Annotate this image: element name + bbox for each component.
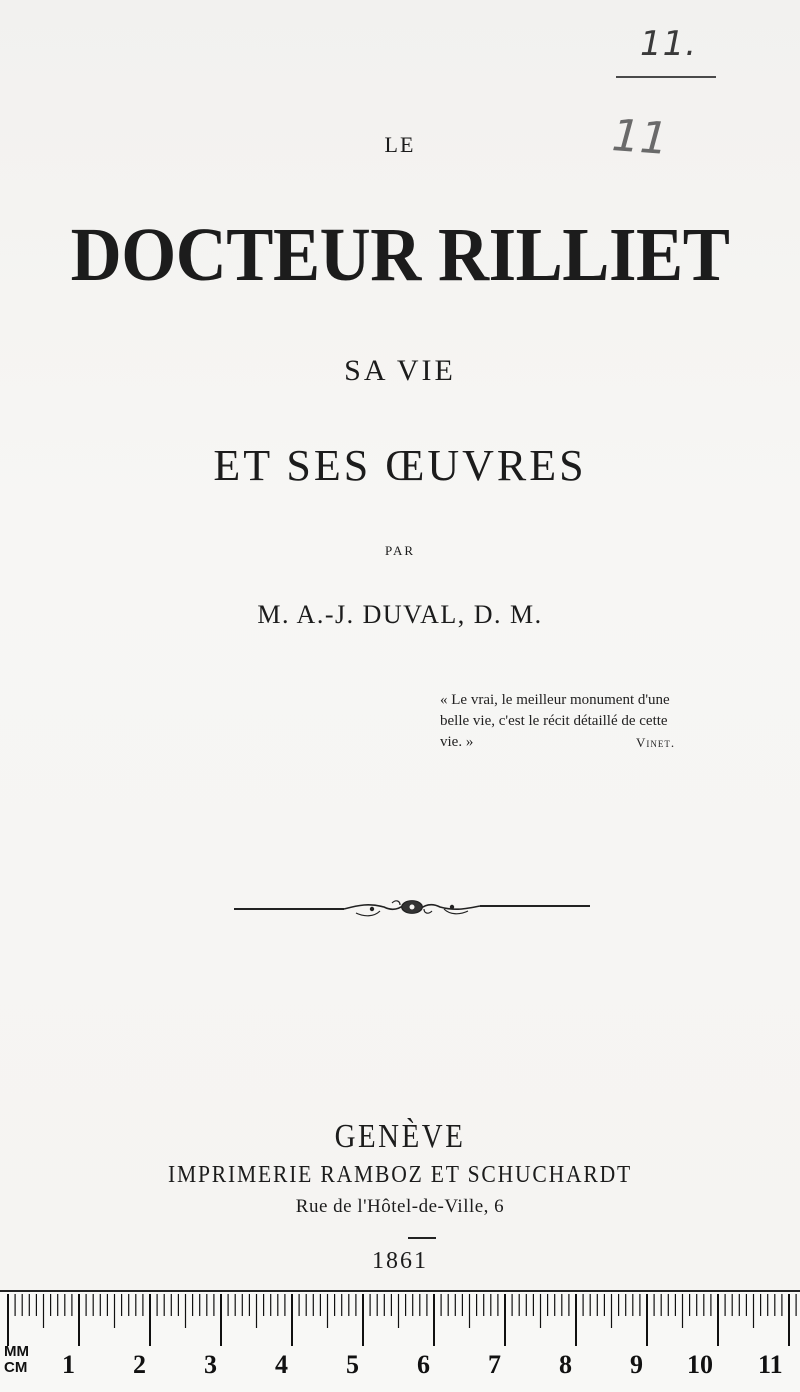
- by-label: PAR: [384, 543, 416, 558]
- ruler-number: 2: [133, 1350, 146, 1379]
- year-divider: [408, 1237, 436, 1239]
- ruler-number: 3: [204, 1350, 217, 1379]
- epigraph-line: belle vie, c'est le récit détaillé de cette: [440, 713, 668, 729]
- pencil-underline: [616, 76, 716, 78]
- ruler-number: 5: [346, 1350, 359, 1379]
- imprint-address: Rue de l'Hôtel-de-Ville, 6: [295, 1196, 505, 1217]
- author-name: M. A.-J. DUVAL, D. M.: [257, 600, 543, 629]
- measuring-ruler: [0, 1290, 800, 1392]
- pencil-mark: 11: [610, 110, 670, 165]
- ruler-number: 9: [630, 1350, 643, 1379]
- epigraph-line: « Le vrai, le meilleur monument d'une: [440, 692, 670, 708]
- ruler-ticks: [0, 1292, 800, 1392]
- ruler-number: 8: [559, 1350, 572, 1379]
- epigraph: [440, 690, 730, 753]
- subtitle-line-1: SA VIE: [344, 354, 456, 387]
- imprint-year: 1861: [372, 1248, 428, 1274]
- ornamental-divider: [234, 895, 590, 921]
- epigraph-line: vie. »: [440, 734, 474, 750]
- imprint-city: GENÈVE: [334, 1118, 466, 1155]
- title-article: LE: [384, 132, 416, 157]
- ruler-number: 6: [417, 1350, 430, 1379]
- epigraph-signature: Vinet.: [636, 735, 676, 750]
- ruler-number: 4: [275, 1350, 288, 1379]
- main-title: DOCTEUR RILLIET: [70, 213, 730, 297]
- pencil-shelf-number: 11.: [640, 24, 698, 64]
- subtitle-line-2: ET SES ŒUVRES: [213, 441, 587, 490]
- imprint-printer: IMPRIMERIE RAMBOZ ET SCHUCHARDT: [167, 1162, 633, 1188]
- ruler-number: 10: [687, 1350, 713, 1379]
- ruler-number: 7: [488, 1350, 501, 1379]
- ruler-number: 1: [62, 1350, 75, 1379]
- ruler-unit-mm: MM: [4, 1343, 29, 1360]
- ruler-unit-cm: CM: [4, 1359, 28, 1376]
- ruler-number: 11: [758, 1350, 783, 1379]
